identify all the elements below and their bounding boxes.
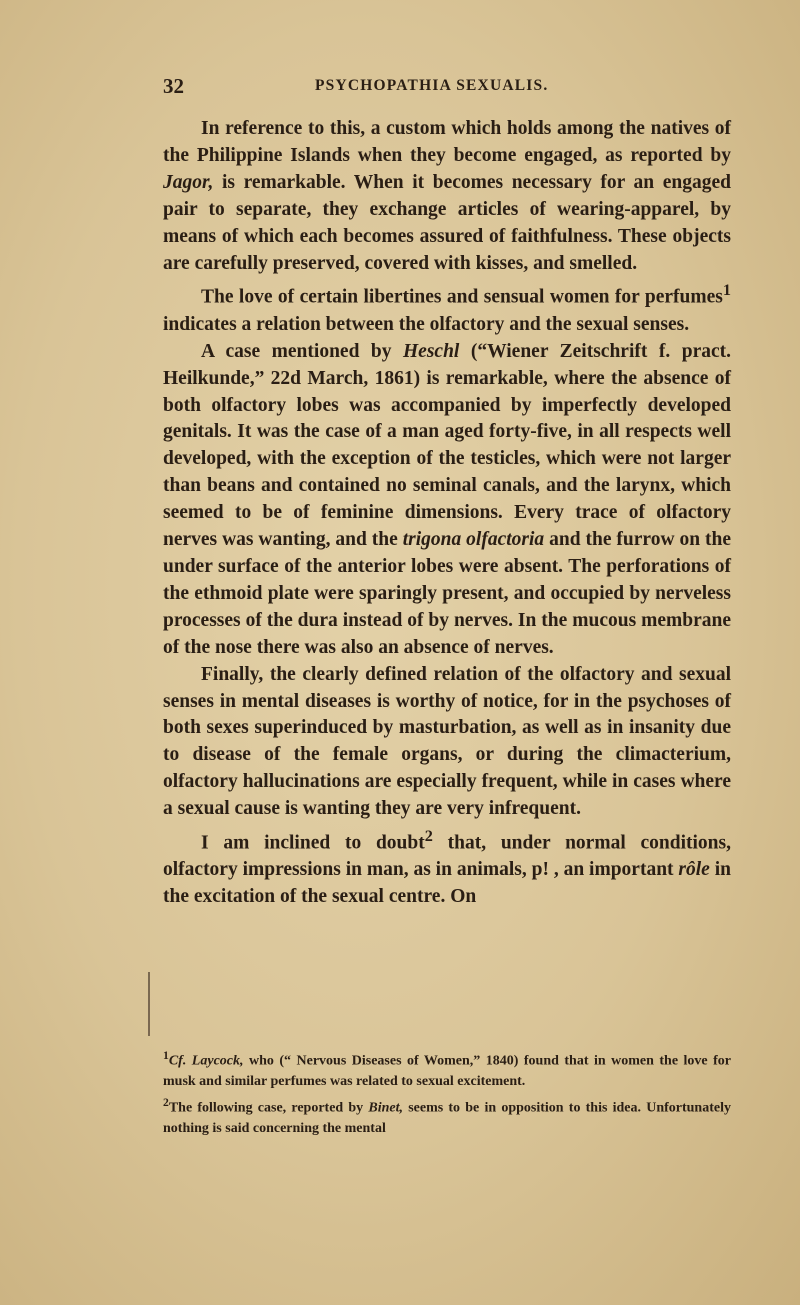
text-segment: I am inclined to doubt bbox=[201, 832, 425, 854]
paragraph-heschl-case bbox=[163, 339, 731, 662]
paragraph-mental-diseases: Finally, the clearly defined relation of the olfactory and sexual senses in mental diseases is worthy of notice, for in the psychoses of both sexes superinduced by masturbation, as well as in insanity due to disease of the female organs, or during the climacterium, olfactory hallucinations are especially frequent, while in cases where a sexual cause is wanting they are very infrequent. bbox=[163, 663, 731, 820]
text-segment: and the furrow on the under surface of the anterior lobes were absent. The perforations of the ethmoid plate were sparingly present, and occupied by nerveless processes of the dura instead of by nerves. In the mucous membrane of the nose there was also an absence of nerves. bbox=[163, 529, 732, 658]
body-text bbox=[163, 116, 731, 911]
author-name-jagor: Jagor, bbox=[163, 171, 214, 193]
footnote-2 bbox=[163, 1093, 731, 1139]
text-segment: (“Wiener Zeitschrift f. pract. Heilkunde,” 22d March, 1861) is remarkable, where the absence of both olfactory lobes was accompanied by imperfectly developed genitals. It was the case of a man aged forty-five, in all respects well developed, with the exception of the testicles, which were not larger than beans and contained no seminal canals, and the larynx, which seemed to be of feminine dimensions. Every trace of olfactory nerves was wanting, and the bbox=[163, 340, 731, 551]
author-name-heschl: Heschl bbox=[403, 340, 460, 362]
footnote-number: 2 bbox=[163, 1096, 169, 1110]
text-segment: The love of certain libertines and sensual women for perfumes bbox=[201, 286, 723, 308]
text-segment: who (“ Nervous Diseases of Women,” 1840) found that in women the love for musk and similar perfumes was related to sexual excitement. bbox=[163, 1053, 731, 1089]
margin-mark bbox=[148, 972, 150, 1036]
text-segment: that, under normal conditions, olfactory impressions in man, as in animals, p! , an important bbox=[163, 832, 731, 881]
page-number: 32 bbox=[163, 74, 184, 98]
text-segment: seems to be in opposition to this idea. Unfortunately nothing is said concerning the mental bbox=[163, 1100, 731, 1137]
latin-term: trigona olfactoria bbox=[402, 529, 545, 551]
page-header bbox=[163, 74, 733, 98]
footnote-citation: Cf. Laycock, bbox=[168, 1053, 244, 1069]
running-title: PSYCHOPATHIA SEXUALIS. bbox=[315, 77, 549, 94]
text-segment: indicates a relation between the olfactory and the sexual senses. bbox=[163, 313, 690, 335]
footnote-1 bbox=[163, 1046, 731, 1092]
text-segment: in the excitation of the sexual centre. On bbox=[163, 859, 731, 908]
paragraph-philippine-custom bbox=[163, 116, 731, 277]
paragraph-doubt bbox=[163, 823, 731, 911]
text-segment: A case mentioned by bbox=[201, 340, 404, 362]
paragraph-perfumes bbox=[163, 277, 731, 338]
text-segment: is remarkable. When it becomes necessary for an engaged pair to separate, they exchange articles of wearing-apparel, by means of which each becomes assured of faithfulness. These objects are carefully preserved, covered with kisses, and smelled. bbox=[163, 171, 731, 274]
term-role: rôle bbox=[678, 859, 710, 881]
text-segment: The following case, reported by bbox=[168, 1100, 369, 1116]
footnote-marker: 1 bbox=[722, 281, 731, 300]
author-name-binet: Binet, bbox=[368, 1100, 404, 1116]
footnotes bbox=[163, 1046, 731, 1141]
text-segment: In reference to this, a custom which holds among the natives of the Philippine Islands when they become engaged, as reported by bbox=[163, 118, 731, 166]
footnote-number: 1 bbox=[163, 1049, 169, 1062]
footnote-marker: 2 bbox=[424, 827, 433, 846]
